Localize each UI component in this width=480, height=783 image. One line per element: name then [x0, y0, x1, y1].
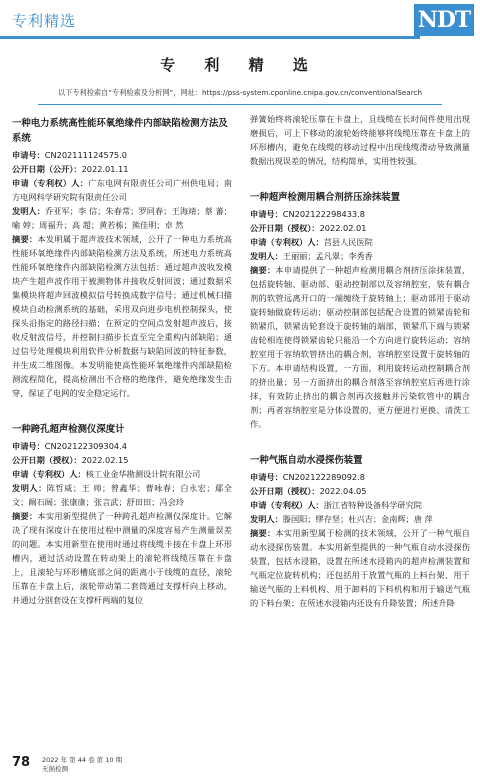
subtitle-rule	[38, 104, 442, 105]
field-value: 2022.02.01	[319, 223, 367, 233]
field-value: 本实用新型提供了一种跨孔超声检测仪深度计。它解决了现有深度计在使用过程中测量的深度容易产生测量误差的问题。本实用新型在使用时通过将线缆卡接在卡盘上环形槽内，通过活动设置在转动架上的滚轮将线缆压靠在卡盘上，且滚轮与环形槽底部之间的距离小于线缆的直径，滚轮压靠在卡盘上后，滚轮带动第二套筒通过支撑杆向上移动，并通过分别套设在支撑杆两端的复位	[12, 511, 232, 605]
field-value: 本发明属于超声波技术领域，公开了一种电力系统高性能环氧绝缘件内部缺陷检测方法及系统，所述电力系统高性能环氧绝缘件内部缺陷检测方法包括：通过超声波收发模块产生超声波作用于被测物体并接收反射回波；通过数据采集模块将超声回波模拟信号转换成数字信号；通过机械扫描模块自动检测系统的基础，采用双向进步电机控制探头，使探头沿指定的路径扫描；在预定的空间点发射超声波后，接收反射波信号，并控制扫描步长直至完全重构内部缺陷；通过信号处理模块利用软件分析数据与缺陷回波的特征参数，并生成二维图像。本发明能使高性能环氧绝缘件内部缺陷检测流程简化，提高检测出不合格的绝缘件，避免绝缘发生击穿，保证了电网的安全稳定运行。	[12, 234, 232, 398]
field-label: 发明人：	[12, 206, 46, 216]
page-subtitle: 以下专利检索自“专利检索及分析网”，网址：https://pss-system.cponline.cnipa.gov.cn/conventionalSearch	[57, 88, 423, 97]
patent-field	[12, 509, 232, 607]
field-value: CN202122309304.4	[44, 441, 127, 451]
field-value: 核工业金华勘测设计院有限公司	[85, 469, 201, 479]
field-label: 公开日期（授权）：	[250, 223, 320, 233]
patent-field	[250, 498, 470, 512]
field-value: 王丽丽；孟凡翠；李秀香	[282, 251, 373, 261]
patent-field	[12, 204, 232, 232]
field-label: 公开日期（授权）：	[250, 486, 320, 496]
field-label: 摘要：	[250, 265, 276, 275]
patent-field	[250, 235, 470, 249]
field-value: CN202111124575.0	[44, 150, 127, 160]
field-label: 申请（专利权）人：	[12, 469, 86, 479]
patent-field	[250, 484, 470, 498]
entry-spacer	[12, 406, 232, 418]
field-label: 公开日期（授权）：	[12, 455, 82, 465]
patent-entry	[250, 453, 470, 610]
field-value: 弹簧始终将滚轮压靠在卡盘上，且线缆在长时间件使用出现磨损后，可上下移动的滚轮始终能够将线缆压靠在卡盘上的环形槽内，避免在线缆的移动过程中出现线缆滑动导致测量数据出现误差的情况，结构简单，实用性较强。	[250, 114, 470, 166]
field-label: 申请号：	[250, 209, 283, 219]
field-label: 发明人：	[250, 251, 283, 261]
field-label: 申请（专利权）人：	[250, 500, 324, 510]
patent-title: 一种超声检测用耦合剂挤压涂抹装置	[250, 192, 401, 203]
patent-field	[250, 470, 470, 484]
patent-field	[250, 512, 470, 526]
patent-entry	[12, 116, 232, 400]
patent-title: 一种气瓶自动水浸探伤装置	[250, 455, 363, 466]
field-label: 发明人：	[12, 483, 47, 493]
patent-entry	[250, 190, 470, 431]
field-value: 陈哲威；王 帅；曾鑫华；曹咏春；白永宏；鄢全文；阚石阔；张康康；张言武；舒田田；冯会玲	[12, 483, 232, 507]
patent-field	[12, 148, 232, 162]
entry-spacer	[250, 437, 470, 449]
header-band	[0, 0, 480, 44]
patent-field	[12, 439, 232, 453]
patent-entry	[12, 422, 232, 607]
entry-spacer	[250, 174, 470, 186]
patent-field	[250, 207, 470, 221]
patent-field	[12, 232, 232, 400]
patent-entry	[250, 112, 470, 168]
field-value: 广东电网有限责任公司广州供电局；南方电网科学研究院有限责任公司	[12, 178, 232, 202]
section-label: 专利精选	[12, 12, 77, 30]
field-label: 申请（专利权）人：	[12, 178, 89, 188]
field-label: 发明人：	[250, 514, 283, 524]
field-value: 乔亚军；李 信；朱春常；罗同春；王海靖；蔡 蕃；喻 婷；周福升；高 超；黄若栋；熊佳明；卓 然	[12, 206, 232, 230]
patent-title: 一种电力系统高性能环氧绝缘件内部缺陷检测方法及系统	[12, 118, 228, 144]
field-value: 浙江省特种设备科学研究院	[323, 500, 422, 510]
header-rule	[0, 36, 420, 39]
field-value: CN202122298433.8	[282, 209, 365, 219]
field-value: 2022.04.05	[319, 486, 367, 496]
field-value: 本申请提供了一种超声检测用耦合剂挤压涂抹装置，包括旋转轴、驱动部、驱动控制部以及容纳腔室，装有耦合剂的软管远离开口的一端缠绕于旋转轴上；驱动部用于驱动旋转轴做旋转运动；驱动控制部包括配合设置的锁紧齿轮和锁紧爪，锁紧齿轮套设于旋转轴的端部，锁紧爪下端与锁紧齿轮相连使得锁紧齿轮只能沿一个方向进行旋转运动；容纳腔室用于容纳软管挤出的耦合剂，容纳腔室设置于旋转轴的下方。本申请结构设置，一方面，利用旋转运动控制耦合剂的挤出量；另一方面挤出的耦合剂落至容纳腔室后再进行涂抹，有效防止挤出的耦合剂再次接触并污染软管中的耦合剂；再者容纳腔室是分体设置的，更方便进行更换、清洗工作。	[250, 265, 470, 429]
journal-issue-info	[42, 756, 122, 774]
patent-field	[250, 526, 470, 610]
patent-field	[250, 249, 470, 263]
field-value: 滕国阳；缪存坚；杜兴吉；金南辉；唐 萍	[282, 514, 433, 524]
page-number: 78	[12, 755, 31, 770]
field-label: 申请号：	[12, 150, 45, 160]
field-label: 申请号：	[12, 441, 45, 451]
patent-title: 一种跨孔超声检测仪深度计	[12, 424, 125, 435]
patent-field	[12, 162, 232, 176]
journal-name: 无损检测	[42, 765, 68, 773]
right-column	[250, 112, 470, 616]
field-label: 摘要：	[12, 511, 38, 521]
issue-line: 2022 年 第 44 卷 第 10 期	[42, 756, 123, 764]
field-label: 申请（专利权）人：	[250, 237, 324, 247]
patent-field	[250, 221, 470, 235]
patent-field	[12, 453, 232, 467]
patent-field	[12, 176, 232, 204]
field-value: 莒县人民医院	[323, 237, 373, 247]
field-value: CN202122289092.8	[282, 472, 365, 482]
left-column	[12, 112, 232, 613]
journal-logo: NDT	[414, 4, 474, 36]
patent-field	[12, 467, 232, 481]
field-value: 本实用新型属于检测的技术领域，公开了一种气瓶自动水浸探伤装置。本实用新型提供的一种气瓶自动水浸探伤装置，包括水浸箱，设置在所述水浸箱内的超声检测装置和气瓶定位旋转机构；还包括用于放置气瓶的上料台架、用于输送气瓶的上料机构、用于卸料的下料机构和用于输送气瓶的下料台架；在所述水浸箱内还设有升降装置；所述升降	[250, 528, 470, 608]
field-value: 2022.01.11	[81, 164, 129, 174]
field-label: 公开日期（公开）：	[12, 164, 82, 174]
field-label: 摘要：	[250, 528, 276, 538]
patent-field	[250, 263, 470, 431]
field-label: 摘要：	[12, 234, 38, 244]
patent-field	[12, 481, 232, 509]
field-label: 申请号：	[250, 472, 283, 482]
patent-field	[250, 112, 470, 168]
page-title: 专 利 精 选	[160, 56, 320, 74]
field-value: 2022.02.15	[81, 455, 129, 465]
